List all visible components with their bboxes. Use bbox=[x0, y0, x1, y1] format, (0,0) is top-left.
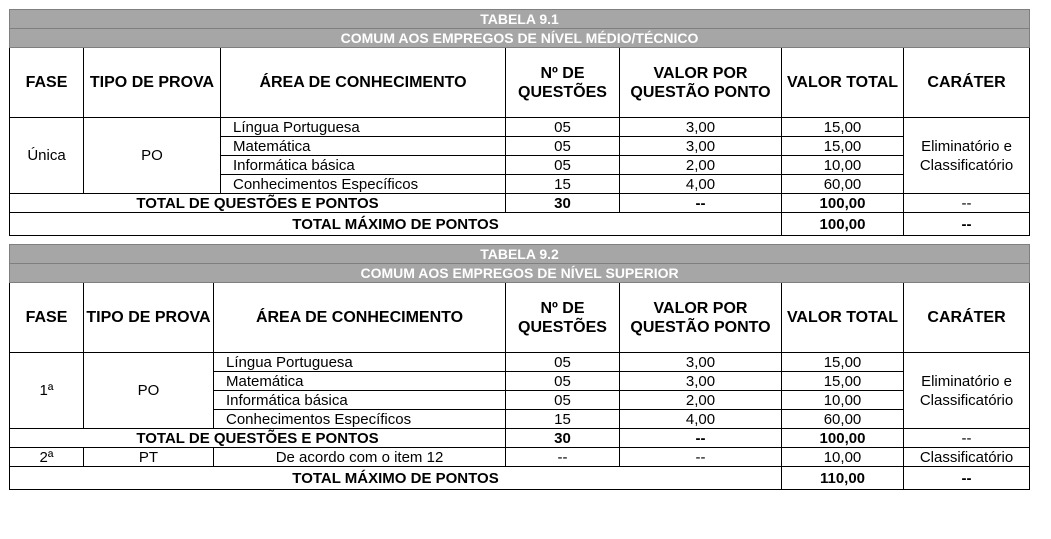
total-carater: -- bbox=[904, 429, 1030, 448]
table-9-1 bbox=[9, 9, 1030, 236]
total-cell: 15,00 bbox=[782, 372, 904, 391]
questoes-cell: 15 bbox=[506, 410, 620, 429]
total-valor: -- bbox=[620, 194, 782, 213]
area-cell: Informática básica bbox=[221, 156, 506, 175]
valor-cell: 3,00 bbox=[620, 353, 782, 372]
header-carater: CARÁTER bbox=[904, 283, 1030, 353]
valor-cell: -- bbox=[620, 448, 782, 467]
valor-cell: 2,00 bbox=[620, 156, 782, 175]
valor-cell: 2,00 bbox=[620, 391, 782, 410]
valor-cell: 3,00 bbox=[620, 118, 782, 137]
total-carater: -- bbox=[904, 194, 1030, 213]
total-cell: 60,00 bbox=[782, 410, 904, 429]
header-area: ÁREA DE CONHECIMENTO bbox=[221, 48, 506, 118]
max-total: 100,00 bbox=[782, 213, 904, 236]
header-questoes: Nº DE QUESTÕES bbox=[506, 283, 620, 353]
header-carater: CARÁTER bbox=[904, 48, 1030, 118]
header-total: VALOR TOTAL bbox=[782, 48, 904, 118]
area-cell: Língua Portuguesa bbox=[221, 118, 506, 137]
fase-cell: 2ª bbox=[10, 448, 84, 467]
total-row bbox=[10, 194, 1030, 213]
questoes-cell: 05 bbox=[506, 156, 620, 175]
table-title: TABELA 9.2 bbox=[10, 245, 1030, 264]
fase-cell: Única bbox=[10, 118, 84, 194]
tipo-cell: PT bbox=[84, 448, 214, 467]
questoes-cell: 05 bbox=[506, 137, 620, 156]
valor-cell: 4,00 bbox=[620, 410, 782, 429]
table-9-2 bbox=[9, 244, 1030, 490]
table-row bbox=[10, 353, 1030, 372]
max-label: TOTAL MÁXIMO DE PONTOS bbox=[10, 213, 782, 236]
max-carater: -- bbox=[904, 213, 1030, 236]
questoes-cell: 05 bbox=[506, 118, 620, 137]
total-cell: 15,00 bbox=[782, 118, 904, 137]
header-valor: VALOR POR QUESTÃO PONTO bbox=[620, 283, 782, 353]
table-subtitle: COMUM AOS EMPREGOS DE NÍVEL MÉDIO/TÉCNICO bbox=[10, 29, 1030, 48]
valor-cell: 3,00 bbox=[620, 137, 782, 156]
header-tipo: TIPO DE PROVA bbox=[84, 48, 221, 118]
area-cell: Informática básica bbox=[214, 391, 506, 410]
total-row bbox=[10, 429, 1030, 448]
total-cell: 10,00 bbox=[782, 156, 904, 175]
max-total: 110,00 bbox=[782, 467, 904, 490]
carater-cell: Classificatório bbox=[904, 448, 1030, 467]
valor-cell: 3,00 bbox=[620, 372, 782, 391]
questoes-cell: 05 bbox=[506, 391, 620, 410]
area-cell: De acordo com o item 12 bbox=[214, 448, 506, 467]
max-row bbox=[10, 213, 1030, 236]
carater-cell: Eliminatório e Classificatório bbox=[904, 118, 1030, 194]
total-cell: 15,00 bbox=[782, 353, 904, 372]
carater-cell: Eliminatório e Classificatório bbox=[904, 353, 1030, 429]
area-cell: Conhecimentos Específicos bbox=[214, 410, 506, 429]
total-label: TOTAL DE QUESTÕES E PONTOS bbox=[10, 194, 506, 213]
header-row bbox=[10, 48, 1030, 118]
header-fase: FASE bbox=[10, 48, 84, 118]
tipo-cell: PO bbox=[84, 353, 214, 429]
total-label: TOTAL DE QUESTÕES E PONTOS bbox=[10, 429, 506, 448]
total-pontos: 100,00 bbox=[782, 429, 904, 448]
header-total: VALOR TOTAL bbox=[782, 283, 904, 353]
header-area: ÁREA DE CONHECIMENTO bbox=[214, 283, 506, 353]
area-cell: Matemática bbox=[221, 137, 506, 156]
max-row bbox=[10, 467, 1030, 490]
total-questoes: 30 bbox=[506, 429, 620, 448]
area-cell: Conhecimentos Específicos bbox=[221, 175, 506, 194]
area-cell: Matemática bbox=[214, 372, 506, 391]
questoes-cell: -- bbox=[506, 448, 620, 467]
total-cell: 10,00 bbox=[782, 391, 904, 410]
table-row bbox=[10, 118, 1030, 137]
total-valor: -- bbox=[620, 429, 782, 448]
valor-cell: 4,00 bbox=[620, 175, 782, 194]
header-tipo: TIPO DE PROVA bbox=[84, 283, 214, 353]
total-pontos: 100,00 bbox=[782, 194, 904, 213]
max-label: TOTAL MÁXIMO DE PONTOS bbox=[10, 467, 782, 490]
table-title: TABELA 9.1 bbox=[10, 10, 1030, 29]
table-subtitle: COMUM AOS EMPREGOS DE NÍVEL SUPERIOR bbox=[10, 264, 1030, 283]
total-cell: 10,00 bbox=[782, 448, 904, 467]
total-cell: 15,00 bbox=[782, 137, 904, 156]
total-cell: 60,00 bbox=[782, 175, 904, 194]
questoes-cell: 05 bbox=[506, 372, 620, 391]
total-questoes: 30 bbox=[506, 194, 620, 213]
header-row bbox=[10, 283, 1030, 353]
max-carater: -- bbox=[904, 467, 1030, 490]
questoes-cell: 15 bbox=[506, 175, 620, 194]
tipo-cell: PO bbox=[84, 118, 221, 194]
questoes-cell: 05 bbox=[506, 353, 620, 372]
header-questoes: Nº DE QUESTÕES bbox=[506, 48, 620, 118]
header-fase: FASE bbox=[10, 283, 84, 353]
area-cell: Língua Portuguesa bbox=[214, 353, 506, 372]
tables-container bbox=[9, 9, 1029, 490]
fase2-row bbox=[10, 448, 1030, 467]
header-valor: VALOR POR QUESTÃO PONTO bbox=[620, 48, 782, 118]
fase-cell: 1ª bbox=[10, 353, 84, 429]
